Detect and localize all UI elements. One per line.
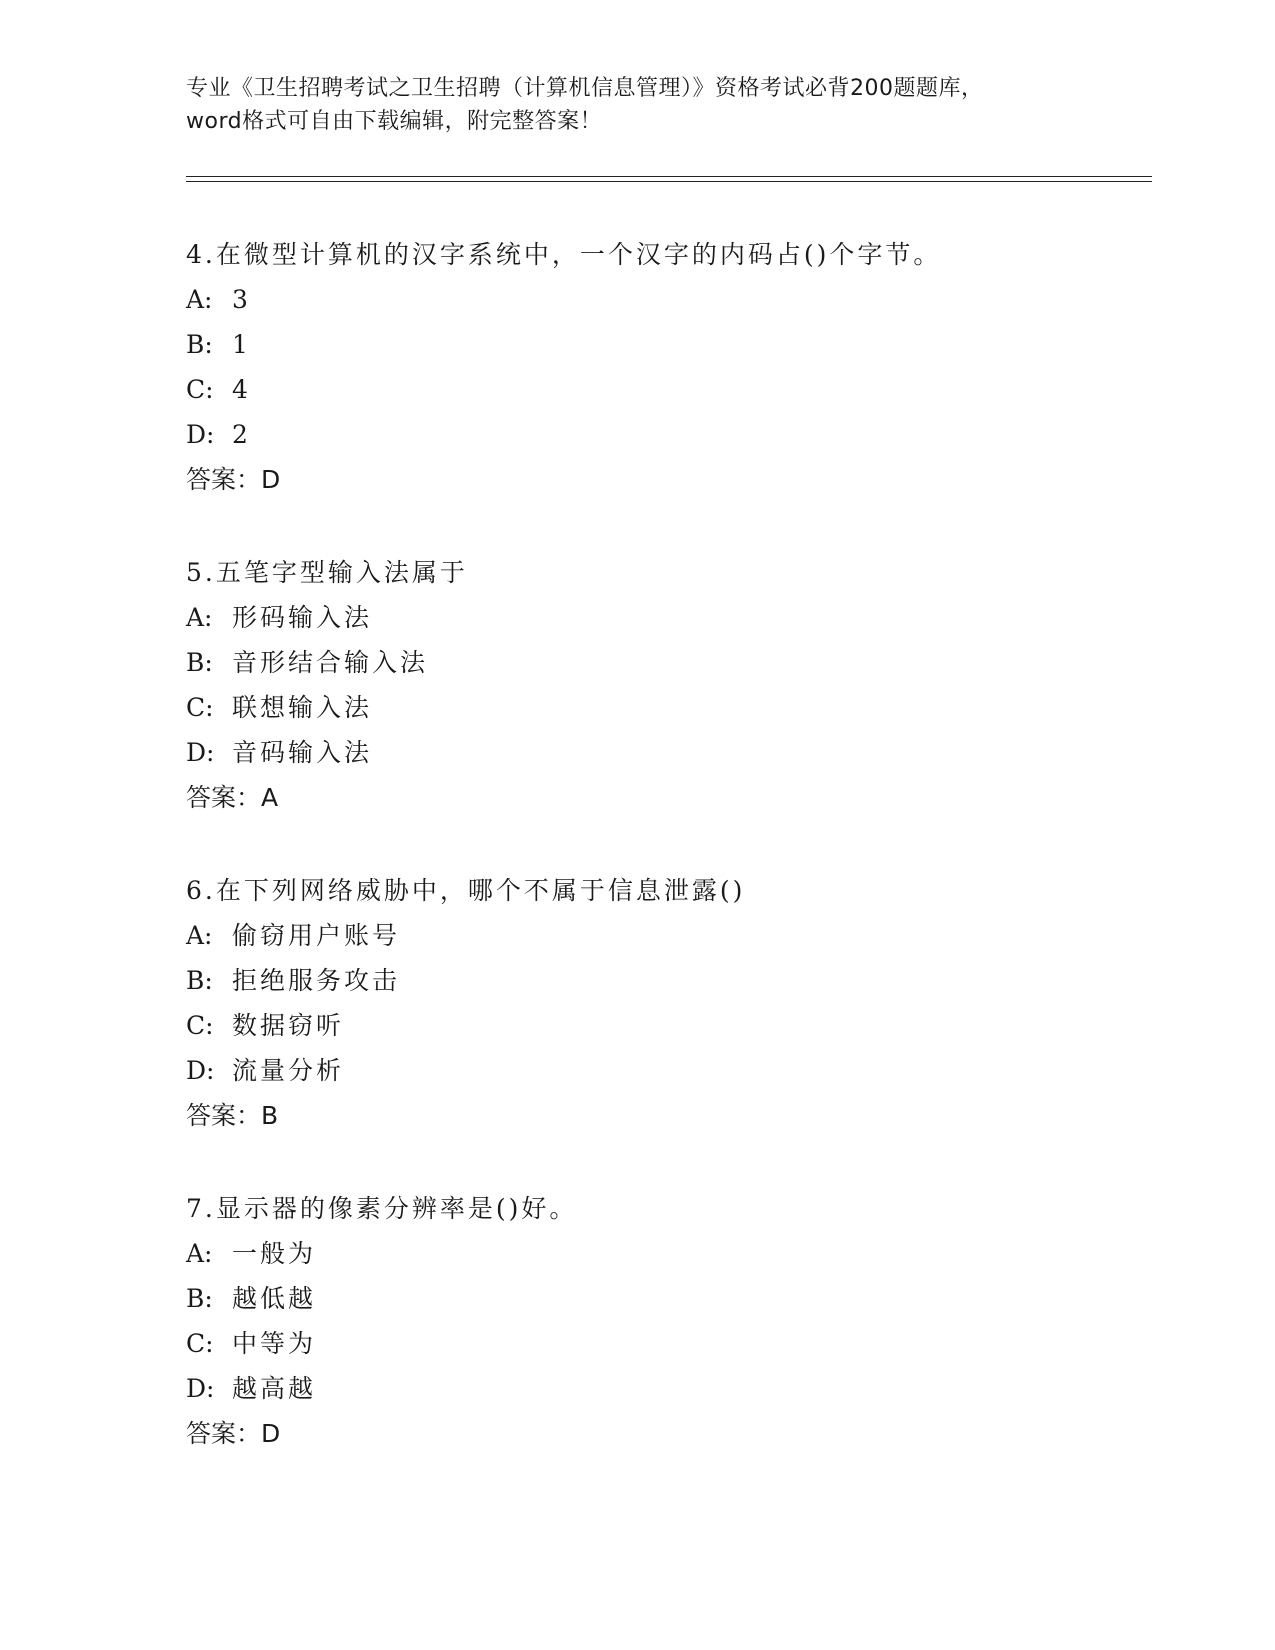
option-text: 数据窃听 bbox=[232, 1011, 345, 1040]
option-a bbox=[186, 595, 1146, 640]
option-d bbox=[186, 1366, 1146, 1411]
option-b bbox=[186, 640, 1146, 685]
option-letter: C: bbox=[186, 693, 214, 722]
option-a bbox=[186, 277, 1146, 322]
option-letter: D: bbox=[186, 1056, 215, 1085]
option-text: 音形结合输入法 bbox=[232, 648, 429, 677]
header-divider-top bbox=[186, 176, 1152, 177]
option-c bbox=[186, 685, 1146, 730]
question-stem: 6.在下列网络威胁中，哪个不属于信息泄露() bbox=[186, 876, 746, 905]
header-line-1: 专业《卫生招聘考试之卫生招聘（计算机信息管理）》资格考试必背200题题库， bbox=[186, 76, 984, 101]
option-d bbox=[186, 730, 1146, 775]
question-5 bbox=[186, 550, 1146, 820]
option-text: 4 bbox=[232, 375, 251, 404]
option-letter: D: bbox=[186, 420, 215, 449]
question-6 bbox=[186, 868, 1146, 1138]
option-letter: B: bbox=[186, 966, 213, 995]
option-letter: A: bbox=[186, 285, 213, 314]
option-b bbox=[186, 322, 1146, 367]
option-c bbox=[186, 367, 1146, 412]
document-header bbox=[186, 72, 1086, 138]
option-letter: C: bbox=[186, 1329, 214, 1358]
option-text: 偷窃用户账号 bbox=[232, 921, 401, 950]
option-letter: B: bbox=[186, 330, 213, 359]
option-b bbox=[186, 958, 1146, 1003]
answer-line: 答案：D bbox=[186, 1419, 281, 1448]
header-line-2: word格式可自由下载编辑，附完整答案！ bbox=[186, 109, 603, 134]
option-a bbox=[186, 1231, 1146, 1276]
option-text: 3 bbox=[232, 285, 251, 314]
option-letter: A: bbox=[186, 921, 213, 950]
answer-line: 答案：A bbox=[186, 783, 279, 812]
option-letter: A: bbox=[186, 603, 213, 632]
option-letter: C: bbox=[186, 1011, 214, 1040]
answer-line: 答案：B bbox=[186, 1101, 279, 1130]
question-stem: 7.显示器的像素分辨率是()好。 bbox=[186, 1194, 578, 1223]
option-text: 1 bbox=[232, 330, 251, 359]
option-letter: D: bbox=[186, 1374, 215, 1403]
option-d bbox=[186, 412, 1146, 457]
option-letter: C: bbox=[186, 375, 214, 404]
answer-line: 答案：D bbox=[186, 465, 281, 494]
option-c bbox=[186, 1321, 1146, 1366]
option-letter: D: bbox=[186, 738, 215, 767]
option-text: 中等为 bbox=[232, 1329, 317, 1358]
option-letter: B: bbox=[186, 1284, 213, 1313]
option-text: 形码输入法 bbox=[232, 603, 373, 632]
option-text: 越低越 bbox=[232, 1284, 317, 1313]
option-text: 联想输入法 bbox=[232, 693, 373, 722]
option-text: 2 bbox=[232, 420, 251, 449]
question-stem: 4.在微型计算机的汉字系统中，一个汉字的内码占()个字节。 bbox=[186, 240, 942, 269]
option-letter: A: bbox=[186, 1239, 213, 1268]
option-text: 拒绝服务攻击 bbox=[232, 966, 401, 995]
option-d bbox=[186, 1048, 1146, 1093]
question-4 bbox=[186, 232, 1146, 502]
option-c bbox=[186, 1003, 1146, 1048]
question-stem: 5.五笔字型输入法属于 bbox=[186, 558, 468, 587]
option-letter: B: bbox=[186, 648, 213, 677]
option-text: 流量分析 bbox=[232, 1056, 345, 1085]
option-text: 越高越 bbox=[232, 1374, 317, 1403]
header-divider-bottom bbox=[186, 181, 1152, 182]
option-text: 音码输入法 bbox=[232, 738, 373, 767]
question-7 bbox=[186, 1186, 1146, 1456]
option-text: 一般为 bbox=[232, 1239, 317, 1268]
option-b bbox=[186, 1276, 1146, 1321]
option-a bbox=[186, 913, 1146, 958]
